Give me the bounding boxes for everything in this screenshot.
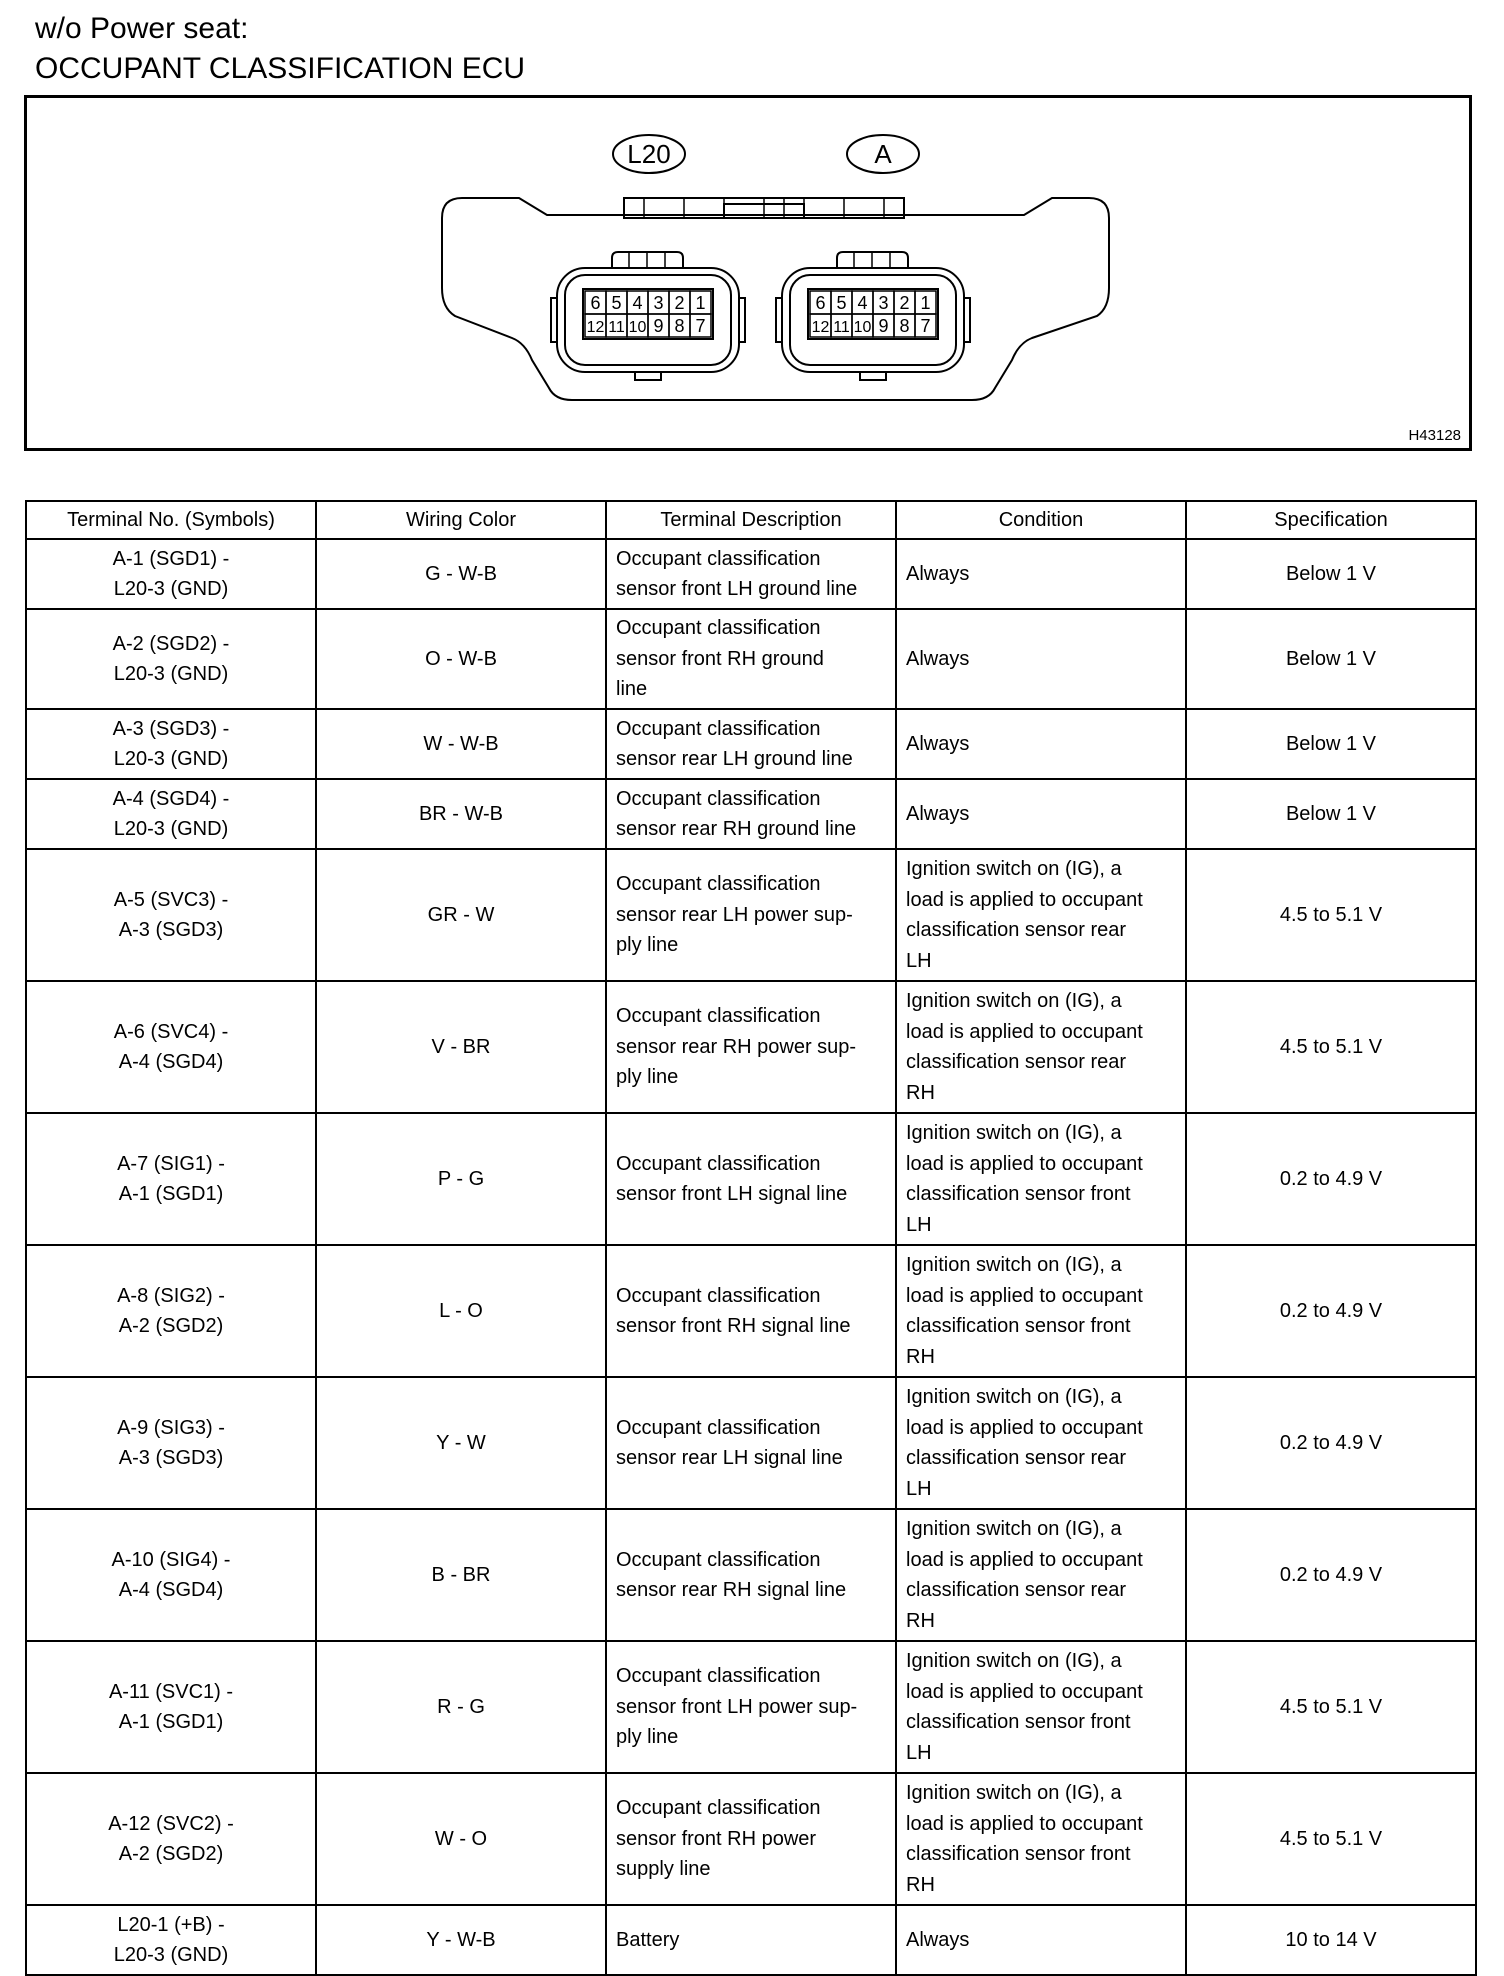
wiring-color-cell: Y - W <box>316 1377 606 1509</box>
description-cell-line: Occupant classification <box>616 547 821 570</box>
terminal-cell-line: A-7 (SIG1) - <box>117 1152 225 1175</box>
condition-cell-line: Always <box>906 802 970 825</box>
terminal-cell-line: A-12 (SVC2) - <box>108 1812 234 1835</box>
condition-cell <box>896 1641 1186 1773</box>
table-row <box>26 779 1476 849</box>
terminal-cell-line: A-3 (SGD3) - <box>112 717 230 740</box>
terminal-cell-line: A-1 (SGD1) - <box>112 547 230 570</box>
pin-number: 7 <box>695 316 706 336</box>
specification-cell: 10 to 14 V <box>1186 1905 1476 1975</box>
condition-cell <box>896 1773 1186 1905</box>
condition-cell-line: load is applied to occupant <box>906 888 1143 911</box>
table-row <box>26 1773 1476 1905</box>
terminal-cell-line: A-11 (SVC1) - <box>108 1680 234 1703</box>
specification-cell: 4.5 to 5.1 V <box>1186 1773 1476 1905</box>
description-cell-line: sensor front LH ground line <box>616 578 858 600</box>
condition-cell-line: Always <box>906 1928 970 1951</box>
table-row <box>26 1113 1476 1245</box>
condition-cell <box>896 1905 1186 1975</box>
description-cell-line: line <box>616 678 648 701</box>
description-cell-line: Occupant classification <box>616 1005 821 1028</box>
terminal-cell-line: A-2 (SGD2) <box>118 1315 224 1337</box>
specification-cell: Below 1 V <box>1186 779 1476 849</box>
condition-cell-line: classification sensor front <box>906 1315 1131 1337</box>
terminal-cell-line: A-8 (SIG2) - <box>117 1284 225 1307</box>
condition-cell-line: Ignition switch on (IG), a <box>906 858 1122 880</box>
description-cell <box>606 1641 896 1773</box>
condition-cell-line: classification sensor front <box>906 1843 1131 1865</box>
specification-cell: 0.2 to 4.9 V <box>1186 1245 1476 1377</box>
condition-cell <box>896 709 1186 779</box>
table-row <box>26 1905 1476 1975</box>
description-cell-line: sensor rear LH power sup- <box>616 903 853 926</box>
connector-side-tab <box>551 298 557 342</box>
description-cell <box>606 609 896 709</box>
description-cell-line: sensor front LH power sup- <box>616 1695 858 1718</box>
description-cell-line: sensor front RH power <box>616 1827 817 1850</box>
description-cell <box>606 1773 896 1905</box>
description-cell-line: Occupant classification <box>616 1284 821 1307</box>
terminal-cell-line: A-10 (SIG4) - <box>111 1548 231 1571</box>
terminal-cell <box>26 709 316 779</box>
condition-cell-line: LH <box>906 1213 932 1236</box>
condition-cell-line: Always <box>906 562 970 585</box>
description-cell-line: sensor rear RH power sup- <box>616 1035 857 1058</box>
condition-cell-line: Ignition switch on (IG), a <box>906 1254 1122 1276</box>
condition-cell-line: classification sensor rear <box>906 1579 1127 1601</box>
terminal-cell-line: L20-1 (+B) - <box>117 1913 225 1936</box>
connector-l20 <box>551 252 745 380</box>
condition-cell-line: classification sensor front <box>906 1711 1131 1733</box>
specification-cell: 4.5 to 5.1 V <box>1186 849 1476 981</box>
description-cell-line: Occupant classification <box>616 1797 821 1820</box>
wiring-color-cell: V - BR <box>316 981 606 1113</box>
condition-cell-line: Ignition switch on (IG), a <box>906 1650 1122 1672</box>
condition-cell-line: classification sensor rear <box>906 919 1127 941</box>
pin-number: 4 <box>857 293 868 313</box>
terminal-cell-line: A-4 (SGD4) <box>118 1579 224 1601</box>
terminal-cell <box>26 1245 316 1377</box>
pin-number: 11 <box>833 319 850 336</box>
terminal-cell-line: A-1 (SGD1) <box>118 1711 224 1733</box>
terminal-cell <box>26 1509 316 1641</box>
pin-number: 3 <box>878 293 889 313</box>
description-cell-line: sensor rear LH ground line <box>616 748 853 770</box>
specification-cell: Below 1 V <box>1186 709 1476 779</box>
pin-number: 3 <box>653 293 664 313</box>
pin-number: 6 <box>815 293 826 313</box>
condition-cell-line: RH <box>906 1345 935 1368</box>
connector-side-tab <box>776 298 782 342</box>
wiring-color-cell: W - O <box>316 1773 606 1905</box>
table-row <box>26 709 1476 779</box>
terminal-cell <box>26 539 316 609</box>
header-description: Terminal Description <box>606 501 896 539</box>
wiring-color-cell: GR - W <box>316 849 606 981</box>
pin-number: 8 <box>674 316 685 336</box>
wiring-color-cell: P - G <box>316 1113 606 1245</box>
condition-cell <box>896 1509 1186 1641</box>
pin-number: 10 <box>628 319 647 336</box>
condition-cell-line: Ignition switch on (IG), a <box>906 1122 1122 1144</box>
pin-number: 9 <box>653 316 664 336</box>
condition-cell-line: load is applied to occupant <box>906 1020 1143 1043</box>
description-cell <box>606 849 896 981</box>
condition-cell <box>896 981 1186 1113</box>
description-cell-line: sensor front RH ground <box>616 647 824 670</box>
terminal-cell-line: A-6 (SVC4) - <box>113 1020 229 1043</box>
terminal-cell-line: A-9 (SIG3) - <box>117 1416 225 1439</box>
description-cell-line: Occupant classification <box>616 787 821 810</box>
condition-cell <box>896 1377 1186 1509</box>
page-title: OCCUPANT CLASSIFICATION ECU <box>35 52 526 85</box>
condition-cell <box>896 779 1186 849</box>
specification-cell: Below 1 V <box>1186 539 1476 609</box>
description-cell-line: ply line <box>616 1726 679 1749</box>
connector-diagram <box>24 95 1472 451</box>
terminal-cell-line: A-2 (SGD2) <box>118 1843 224 1865</box>
header-specification: Specification <box>1186 501 1476 539</box>
condition-cell-line: LH <box>906 949 932 972</box>
table-row <box>26 609 1476 709</box>
table-row <box>26 1509 1476 1641</box>
wiring-color-cell: BR - W-B <box>316 779 606 849</box>
pin-number: 11 <box>608 319 625 336</box>
specification-cell: 0.2 to 4.9 V <box>1186 1113 1476 1245</box>
terminal-cell <box>26 981 316 1113</box>
description-cell <box>606 1509 896 1641</box>
subtitle-variant: w/o Power seat: <box>35 12 249 45</box>
condition-cell-line: load is applied to occupant <box>906 1548 1143 1571</box>
terminal-cell <box>26 849 316 981</box>
pin-number: 12 <box>586 319 605 336</box>
condition-cell-line: LH <box>906 1741 932 1764</box>
condition-cell-line: load is applied to occupant <box>906 1812 1143 1835</box>
header-wiring-color: Wiring Color <box>316 501 606 539</box>
pin-number: 2 <box>674 293 685 313</box>
specification-cell: Below 1 V <box>1186 609 1476 709</box>
terminal-cell-line: L20-3 (GND) <box>113 1944 229 1966</box>
pin-number: 5 <box>836 293 847 313</box>
pin-number: 1 <box>920 293 931 313</box>
description-cell-line: supply line <box>616 1858 711 1881</box>
description-cell-line: Occupant classification <box>616 1416 821 1439</box>
terminal-cell-line: A-3 (SGD3) <box>118 919 224 941</box>
connector-key <box>635 372 661 380</box>
pin-number: 8 <box>899 316 910 336</box>
terminal-cell <box>26 1773 316 1905</box>
pin-number: 4 <box>632 293 643 313</box>
table-row <box>26 849 1476 981</box>
wiring-color-cell: O - W-B <box>316 609 606 709</box>
condition-cell-line: Ignition switch on (IG), a <box>906 1386 1122 1408</box>
condition-cell-line: load is applied to occupant <box>906 1416 1143 1439</box>
description-cell-line: sensor rear RH signal line <box>616 1579 847 1601</box>
connector-diagram-svg <box>27 98 1475 454</box>
connector-label-l20: L20 <box>627 139 671 169</box>
pin-number: 7 <box>920 316 931 336</box>
description-cell <box>606 539 896 609</box>
specification-cell: 0.2 to 4.9 V <box>1186 1509 1476 1641</box>
description-cell <box>606 1245 896 1377</box>
condition-cell-line: LH <box>906 1477 932 1500</box>
specification-cell: 4.5 to 5.1 V <box>1186 981 1476 1113</box>
description-cell-line: Occupant classification <box>616 617 821 640</box>
description-cell-line: Occupant classification <box>616 873 821 896</box>
terminal-cell-line: L20-3 (GND) <box>113 578 229 600</box>
terminal-cell-line: A-4 (SGD4) - <box>112 787 230 810</box>
condition-cell <box>896 849 1186 981</box>
terminal-cell-line: L20-3 (GND) <box>113 818 229 840</box>
terminal-cell <box>26 1905 316 1975</box>
terminal-cell-line: A-2 (SGD2) - <box>112 632 230 655</box>
condition-cell <box>896 539 1186 609</box>
table-row <box>26 1641 1476 1773</box>
wiring-color-cell: G - W-B <box>316 539 606 609</box>
pin-number: 10 <box>853 319 872 336</box>
condition-cell <box>896 1113 1186 1245</box>
condition-cell-line: Always <box>906 647 970 670</box>
terminal-cell-line: A-3 (SGD3) <box>118 1447 224 1469</box>
condition-cell-line: Always <box>906 732 970 755</box>
pin-number: 12 <box>811 319 830 336</box>
description-cell-line: sensor rear LH signal line <box>616 1447 843 1469</box>
wiring-color-cell: B - BR <box>316 1509 606 1641</box>
terminal-cell <box>26 779 316 849</box>
condition-cell-line: classification sensor rear <box>906 1447 1127 1469</box>
description-cell <box>606 709 896 779</box>
pin-number: 5 <box>611 293 622 313</box>
description-cell-line: Occupant classification <box>616 1548 821 1571</box>
pin-number: 9 <box>878 316 889 336</box>
figure-code: H43128 <box>1408 427 1461 444</box>
description-cell-line: sensor front LH signal line <box>616 1183 848 1205</box>
condition-cell-line: classification sensor front <box>906 1183 1131 1205</box>
pin-number: 6 <box>590 293 601 313</box>
condition-cell-line: Ignition switch on (IG), a <box>906 1782 1122 1804</box>
terminal-cell-line: A-5 (SVC3) - <box>113 888 229 911</box>
pin-number: 2 <box>899 293 910 313</box>
specification-cell: 4.5 to 5.1 V <box>1186 1641 1476 1773</box>
wiring-color-cell: L - O <box>316 1245 606 1377</box>
table-row <box>26 539 1476 609</box>
table-header-row <box>26 501 1476 539</box>
terminal-cell <box>26 1641 316 1773</box>
description-cell-line: Occupant classification <box>616 717 821 740</box>
table-row <box>26 1377 1476 1509</box>
condition-cell-line: classification sensor rear <box>906 1051 1127 1073</box>
description-cell-line: sensor front RH signal line <box>616 1315 851 1337</box>
terminal-cell-line: A-1 (SGD1) <box>118 1183 224 1205</box>
description-cell <box>606 1905 896 1975</box>
condition-cell-line: RH <box>906 1873 935 1896</box>
wiring-color-cell: Y - W-B <box>316 1905 606 1975</box>
header-terminal: Terminal No. (Symbols) <box>26 501 316 539</box>
condition-cell-line: RH <box>906 1609 935 1632</box>
condition-cell <box>896 1245 1186 1377</box>
description-cell-line: ply line <box>616 1066 679 1089</box>
description-cell <box>606 1113 896 1245</box>
description-cell-line: sensor rear RH ground line <box>616 818 857 840</box>
condition-cell-line: load is applied to occupant <box>906 1152 1143 1175</box>
description-cell-line: Occupant classification <box>616 1665 821 1688</box>
condition-cell-line: RH <box>906 1081 935 1104</box>
terminal-table <box>25 500 1477 1976</box>
terminal-cell-line: L20-3 (GND) <box>113 663 229 685</box>
description-cell-line: Battery <box>616 1928 680 1951</box>
connector-a <box>776 252 970 380</box>
specification-cell: 0.2 to 4.9 V <box>1186 1377 1476 1509</box>
connector-side-tab <box>964 298 970 342</box>
condition-cell-line: load is applied to occupant <box>906 1680 1143 1703</box>
terminal-cell <box>26 609 316 709</box>
pin-number: 1 <box>695 293 706 313</box>
wiring-color-cell: W - W-B <box>316 709 606 779</box>
connector-label-a: A <box>874 139 892 169</box>
terminal-cell-line: L20-3 (GND) <box>113 748 229 770</box>
table-row <box>26 981 1476 1113</box>
description-cell-line: Occupant classification <box>616 1152 821 1175</box>
wiring-color-cell: R - G <box>316 1641 606 1773</box>
condition-cell-line: Ignition switch on (IG), a <box>906 1518 1122 1540</box>
header-condition: Condition <box>896 501 1186 539</box>
condition-cell <box>896 609 1186 709</box>
connector-key <box>860 372 886 380</box>
connector-side-tab <box>739 298 745 342</box>
table-row <box>26 1245 1476 1377</box>
terminal-cell <box>26 1113 316 1245</box>
terminal-cell <box>26 1377 316 1509</box>
terminal-cell-line: A-4 (SGD4) <box>118 1051 224 1073</box>
description-cell <box>606 981 896 1113</box>
condition-cell-line: Ignition switch on (IG), a <box>906 990 1122 1012</box>
description-cell-line: ply line <box>616 934 679 957</box>
description-cell <box>606 1377 896 1509</box>
description-cell <box>606 779 896 849</box>
condition-cell-line: load is applied to occupant <box>906 1284 1143 1307</box>
